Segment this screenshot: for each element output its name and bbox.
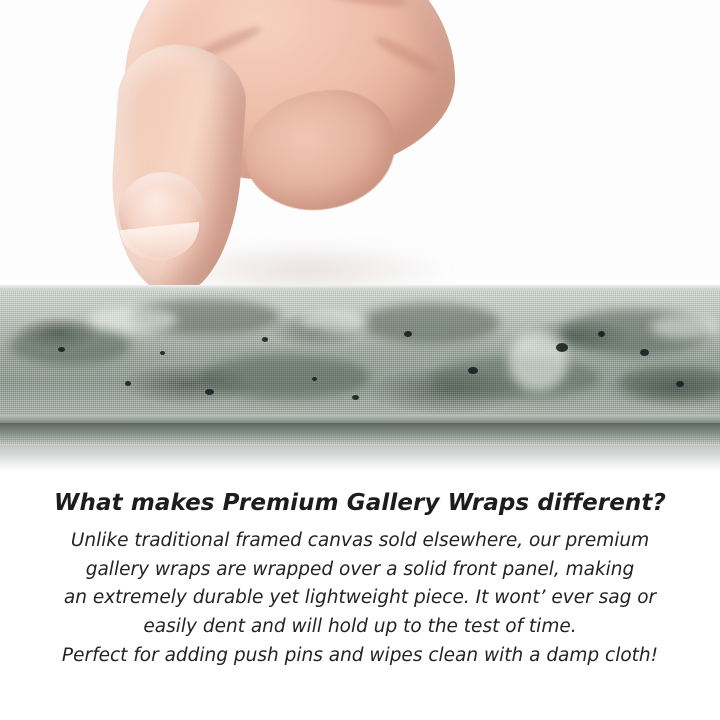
canvas-speck <box>556 343 568 352</box>
canvas-speck <box>640 349 649 356</box>
caption-line: Unlike traditional framed canvas sold elsewhere, our premium <box>70 530 650 551</box>
knuckle-crease <box>372 32 440 76</box>
canvas-top-edge <box>0 285 720 290</box>
canvas-speck <box>468 367 478 374</box>
caption-heading: What makes Premium Gallery Wraps different? <box>54 490 666 516</box>
canvas-speck <box>404 331 412 337</box>
canvas-bottom-edge <box>0 415 720 423</box>
knuckle-crease <box>320 0 407 10</box>
canvas-speck <box>205 389 214 395</box>
canvas-speck <box>160 351 165 355</box>
canvas-highlight <box>508 331 568 391</box>
canvas-speck <box>598 331 605 337</box>
caption-block <box>0 490 720 670</box>
caption-body <box>0 527 720 670</box>
canvas-edge-strip <box>0 285 720 445</box>
canvas-speck <box>352 395 359 400</box>
caption-line: an extremely durable yet lightweight piece. It wont’ ever sag or <box>63 587 657 609</box>
canvas-speck <box>58 347 65 352</box>
canvas-speck <box>262 337 268 342</box>
caption-line: Perfect for adding push pins and wipes clean with a damp cloth! <box>61 644 659 666</box>
canvas-under-shadow <box>0 445 720 471</box>
hand-illustration <box>95 0 455 320</box>
canvas-mottle <box>360 303 500 343</box>
canvas-mottle <box>620 365 720 399</box>
canvas-highlight <box>300 311 370 333</box>
canvas-speck <box>676 381 684 387</box>
canvas-mottle <box>200 355 370 399</box>
caption-line: easily dent and will hold up to the test of time. <box>143 616 577 638</box>
canvas-speck <box>125 381 131 386</box>
canvas-highlight <box>650 315 720 339</box>
canvas-speck <box>312 377 317 381</box>
canvas-drop-shadow <box>0 423 720 445</box>
caption-line: gallery wraps are wrapped over a solid front panel, making <box>85 558 635 580</box>
canvas-highlight <box>88 307 178 333</box>
